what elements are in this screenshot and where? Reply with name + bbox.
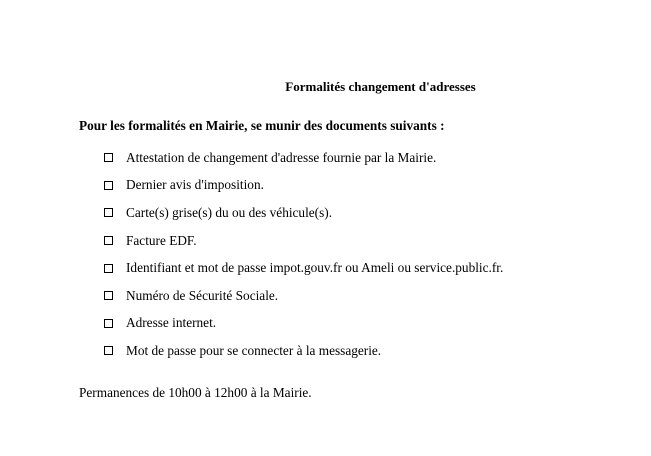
checklist-item-label: Adresse internet. [126,315,217,331]
checklist-item-label: Facture EDF. [126,232,197,248]
checkbox-icon [104,153,113,162]
checklist-item [104,144,503,172]
checkbox-icon [104,208,113,217]
office-hours-note: Permanences de 10h00 à 12h00 à la Mairie. [79,385,312,400]
intro-heading: Pour les formalités en Mairie, se munir des documents suivants : [79,118,445,133]
checkbox-icon [104,181,113,190]
checklist-item [104,172,503,200]
document-title: Formalités changement d'adresses [285,79,476,94]
checklist-item [104,282,503,310]
checklist-item [104,310,503,338]
checklist-item-label: Identifiant et mot de passe impot.gouv.fr ou Ameli ou service.public.fr. [126,260,504,276]
checklist-item [104,227,503,255]
checkbox-icon [104,346,113,355]
checkbox-icon [104,264,113,273]
checklist-item-label: Attestation de changement d'adresse fournie par la Mairie. [126,149,437,165]
checkbox-icon [104,291,113,300]
checklist-item-label: Dernier avis d'imposition. [126,177,264,193]
checklist-item [104,254,503,282]
checklist-item-label: Numéro de Sécurité Sociale. [126,287,279,303]
checklist-item [104,199,503,227]
document-checklist [104,144,503,365]
checkbox-icon [104,236,113,245]
checkbox-icon [104,319,113,328]
checklist-item [104,337,503,365]
checklist-item-label: Carte(s) grise(s) du ou des véhicule(s). [126,204,333,220]
checklist-item-label: Mot de passe pour se connecter à la messagerie. [126,342,382,358]
